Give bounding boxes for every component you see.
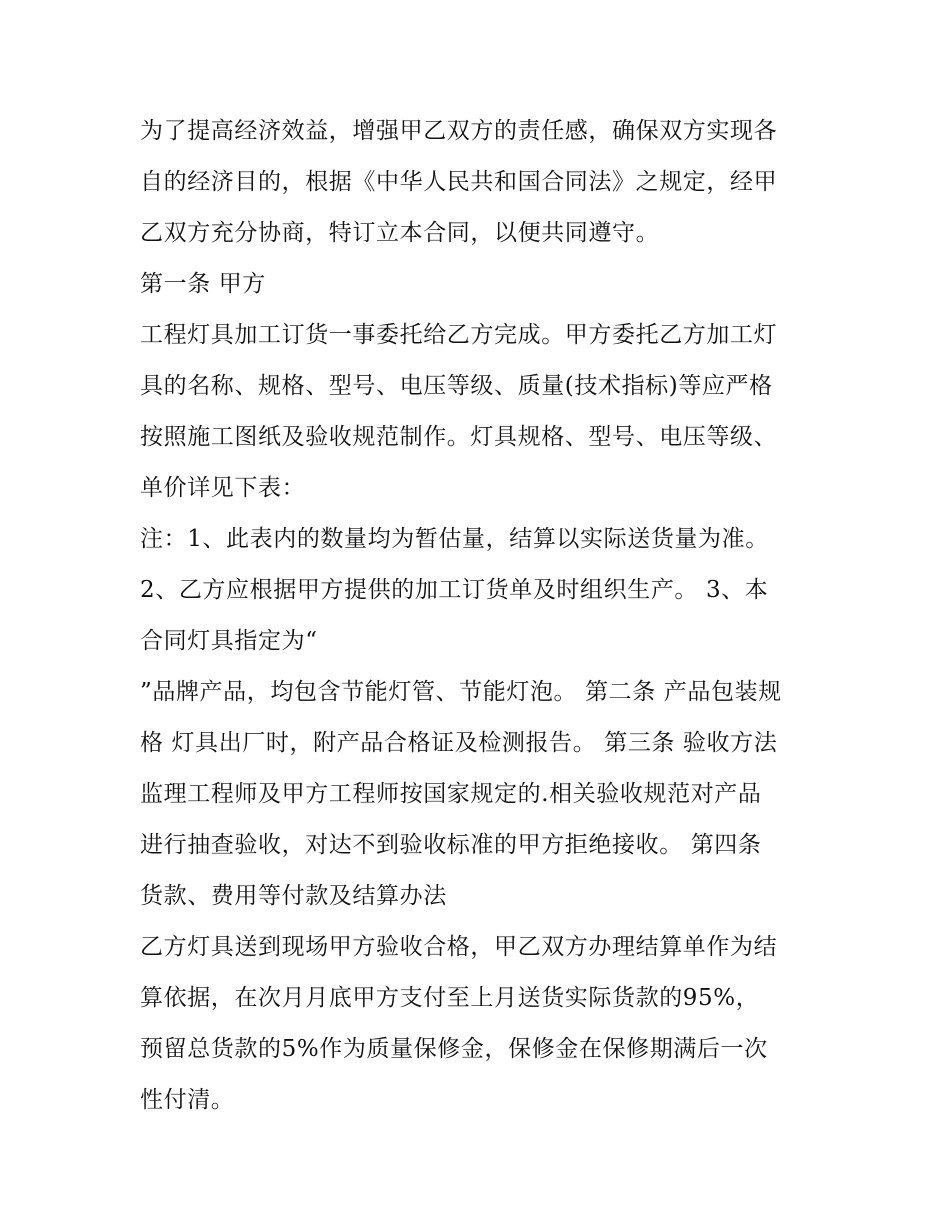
note-line: 注：1、此表内的数量均为暂估量，结算以实际送货量为准。 <box>140 526 769 552</box>
text-line: 乙双方充分协商，特订立本合同，以便共同遵守。 <box>140 220 660 246</box>
text-line: 格 灯具出厂时，附产品合格证及检测报告。 第三条 验收方法 <box>140 730 778 756</box>
text-line: 按照施工图纸及验收规范制作。灯具规格、型号、电压等级、 <box>140 424 778 450</box>
text-line: 货款、费用等付款及结算办法 <box>140 883 447 909</box>
text-line: 进行抽查验收，对达不到验收标准的甲方拒绝接收。 第四条 <box>140 832 762 858</box>
text-line: 自的经济目的，根据《中华人民共和国合同法》之规定，经甲 <box>140 169 778 195</box>
text-line: 单价详见下表： <box>140 475 306 501</box>
text-line: 为了提高经济效益，增强甲乙双方的责任感，确保双方实现各 <box>140 118 778 144</box>
text-line: 2、乙方应根据甲方提供的加工订货单及时组织生产。 3、本 <box>140 577 769 603</box>
article-heading: 第一条 甲方 <box>140 271 266 297</box>
text-line: 预留总货款的5%作为质量保修金，保修金在保修期满后一次 <box>140 1036 768 1062</box>
text-line: ”品牌产品，均包含节能灯管、节能灯泡。 第二条 产品包装规 <box>140 679 782 705</box>
text-line: 性付清。 <box>140 1087 235 1113</box>
contract-text-body <box>140 106 820 1126</box>
text-line: 具的名称、规格、型号、电压等级、质量(技术指标)等应严格 <box>140 373 773 399</box>
text-line: 算依据，在次月月底甲方支付至上月送货实际货款的95%， <box>140 985 760 1011</box>
text-line: 合同灯具指定为“ <box>140 628 318 654</box>
text-line: 监理工程师及甲方工程师按国家规定的.相关验收规范对产品 <box>140 781 762 807</box>
text-line: 工程灯具加工订货一事委托给乙方完成。甲方委托乙方加工灯 <box>140 322 778 348</box>
text-line: 乙方灯具送到现场甲方验收合格，甲乙双方办理结算单作为结 <box>140 934 778 960</box>
